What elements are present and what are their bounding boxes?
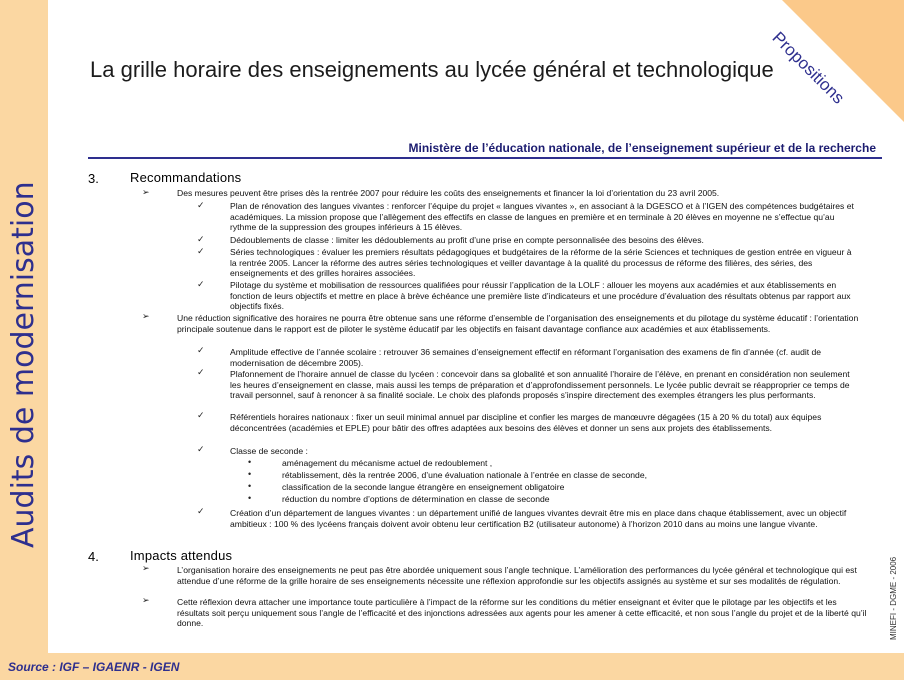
side-title: Audits de modernisation xyxy=(6,181,41,548)
page-title: La grille horaire des enseignements au lycée général et technologique xyxy=(90,57,774,82)
section-4-number: 4. xyxy=(88,549,99,564)
s3-b1-item-4: Pilotage du système et mobilisation de ressources qualifiées pour réussir l’application de la LOLF : allouer les moyens aux académies et aux établissements en fonction de leurs objectifs et mettre en place à brève échéance une première liste d’indicateurs et une procédure d’évaluation des résultats obtenus par rapport aux objectifs fixés. xyxy=(230,280,851,312)
check-icon: ✓ xyxy=(197,234,205,244)
dot-bullet-icon: • xyxy=(248,493,252,503)
arrow-bullet-icon: ➢ xyxy=(142,595,150,605)
check-icon: ✓ xyxy=(197,279,205,289)
arrow-bullet-icon: ➢ xyxy=(142,311,150,321)
s3-b1-item-3: Séries technologiques : évaluer les premiers résultats pédagogiques et budgétaires de la réforme de la série Sciences et techniques de gestion entrée en vigueur à la rentrée 2005. Lancer la réforme des autres séries technologiques et veiller davantage à la qualité du processus de réforme des filières, des séries, des enseignements et des grilles horaires associées. xyxy=(230,247,852,279)
s4-bullet-2: Cette réflexion devra attacher une importance toute particulière à l’impact de la réforme sur les conditions du métier enseignant et éviter que le pilotage par les objectifs et les résultats soit perçu uniquement sous l’angle de l’efficacité et des injonctions adressées aux agents pour les amener à cette efficacité, et non sous l’angle du projet et de la liberté qu’il donne. xyxy=(177,597,867,629)
corner-label: Propositions xyxy=(768,28,849,108)
side-credit: MINEFI - DGME - 2006 xyxy=(889,556,898,640)
check-icon: ✓ xyxy=(197,444,205,454)
dot-bullet-icon: • xyxy=(248,457,252,467)
s3-bullet-1: Des mesures peuvent être prises dès la rentrée 2007 pour réduire les coûts des enseignements et financer la loi d’orientation du 23 avril 2005. xyxy=(177,188,720,198)
s4-bullet-1: L’organisation horaire des enseignements ne peut pas être abordée uniquement sous l’angle technique. L’amélioration des performances du lycée général et technologique qui est attendue d’une réforme de la grille horaire de ses enseignements nécessite une réflexion approfondie sur les objectifs assignés au système et sur ses modalités de régulation. xyxy=(177,565,857,586)
s3-b1-item-2: Dédoublements de classe : limiter les dédoublements au profit d’une prise en compte personnalisée des besoins des élèves. xyxy=(230,235,704,245)
ministry-label: Ministère de l’éducation nationale, de l’enseignement supérieur et de la recherche xyxy=(408,141,876,155)
source-label: Source : IGF – IGAENR - IGEN xyxy=(8,660,180,674)
s3-bullet-2: Une réduction significative des horaires ne pourra être obtenue sans une réforme d’ensemble de l’organisation des enseignements et du pilotage du système éducatif : l’orientation principale soutenue dans le rapport est de piloter le système éducatif par les objectifs en faisant davantage confiance aux académies et aux établissements. xyxy=(177,313,859,334)
s3-b2-item-5: Création d’un département de langues vivantes : un département unifié de langues vivantes devrait être mis en place dans chaque établissement, avec un objectif ambitieux : 100 % des lycéens français doivent avoir obtenu leur certification B2 (utilisateur autonome) à l’horizon 2010 dans au moins une langue vivante. xyxy=(230,508,847,529)
check-icon: ✓ xyxy=(197,345,205,355)
seconde-item-4: réduction du nombre d’options de détermination en classe de seconde xyxy=(282,494,550,504)
arrow-bullet-icon: ➢ xyxy=(142,563,150,573)
s3-b2-item-4: Classe de seconde : xyxy=(230,446,308,456)
s3-b2-item-1: Amplitude effective de l’année scolaire : retrouver 36 semaines d’enseignement effectif en réformant l’organisation des examens de fin d’année (cf. audit de modernisation de décembre 2005). xyxy=(230,347,822,368)
section-3-number: 3. xyxy=(88,171,99,186)
check-icon: ✓ xyxy=(197,246,205,256)
s3-b2-item-2: Plafonnement de l’horaire annuel de classe du lycéen : concevoir dans sa globalité et son annualité l’horaire de l’élève, en prenant en considération non seulement les heures d’enseignement en classe, mais aussi les temps de préparation et d’approfondissement personnels. Le lycée public devrait se réapproprier ce temps de travail personnel, sauf à renoncer à sa finalité sociale. Le choix des plafonds proposés s’inspire directement des exemples étrangers les plus performants. xyxy=(230,369,850,401)
seconde-item-3: classification de la seconde langue étrangère en enseignement obligatoire xyxy=(282,482,565,492)
s3-b2-item-3: Référentiels horaires nationaux : fixer un seuil minimal annuel par discipline et confier les marges de manœuvre dégagées (15 à 20 % du total) aux équipes déconcentrées (académies et EPLE) pour bâtir des offres adaptées aux besoins des élèves et donner un sens aux projets des établissements. xyxy=(230,412,822,433)
s3-b1-item-1: Plan de rénovation des langues vivantes : renforcer l’équipe du projet « langues vivantes », en associant à la DGESCO et à l’IGEN des compétences budgétaires et académiques. La mission propose que l’allègement des effectifs en classe de langues en première et en terminale à 20 élèves en moyenne ne s’effectue qu’au rythme de la suppression des groupes inférieurs à 15 élèves. xyxy=(230,201,854,233)
dot-bullet-icon: • xyxy=(248,481,252,491)
check-icon: ✓ xyxy=(197,506,205,516)
seconde-item-1: aménagement du mécanisme actuel de redoublement , xyxy=(282,458,493,468)
section-4-title: Impacts attendus xyxy=(130,548,233,563)
check-icon: ✓ xyxy=(197,367,205,377)
dot-bullet-icon: • xyxy=(248,469,252,479)
check-icon: ✓ xyxy=(197,410,205,420)
check-icon: ✓ xyxy=(197,200,205,210)
section-3-title: Recommandations xyxy=(130,170,242,185)
seconde-item-2: rétablissement, dès la rentrée 2006, d’une évaluation nationale à l’entrée en classe de seconde, xyxy=(282,470,647,480)
arrow-bullet-icon: ➢ xyxy=(142,187,150,197)
header-divider xyxy=(88,157,882,159)
